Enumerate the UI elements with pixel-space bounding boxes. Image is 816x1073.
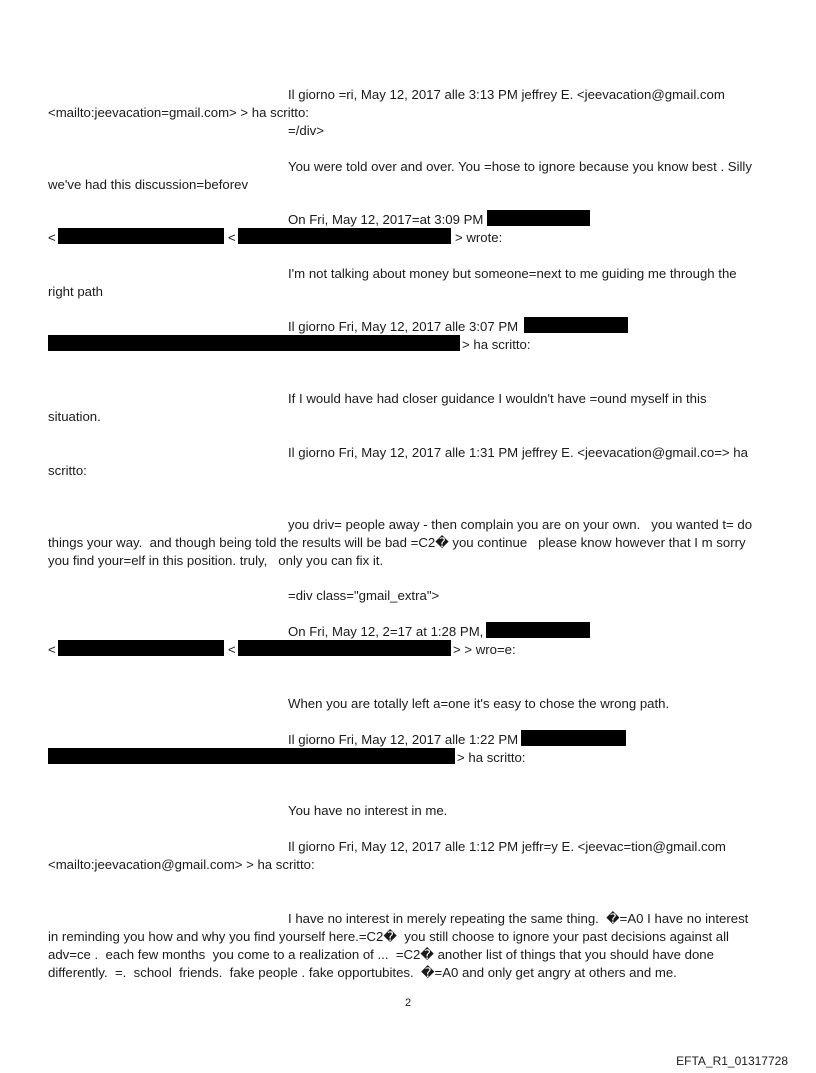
- email-header-line: > ha scritto:: [462, 337, 531, 352]
- body-line: right path: [48, 284, 103, 299]
- email-header-line: <mailto:jeevacation=gmail.com> > ha scritto:: [48, 105, 309, 120]
- redaction-box: [238, 640, 451, 656]
- email-header-line: Il giorno Fri, May 12, 2017 alle 1:31 PM jeffrey E. <jeevacation@gmail.co=> ha: [288, 445, 748, 460]
- redaction-box: [48, 335, 460, 351]
- body-line: You were told over and over. You =hose to ignore because you know best . Silly: [288, 159, 752, 174]
- email-header-line: <: [228, 230, 236, 245]
- body-line: we've had this discussion=beforev: [48, 177, 249, 192]
- redaction-box: [58, 228, 224, 244]
- redaction-box: [58, 640, 224, 656]
- document-id: EFTA_R1_01317728: [676, 1054, 788, 1068]
- email-header-line: scritto:: [48, 463, 87, 478]
- body-line: you driv= people away - then complain you are on your own. you wanted t= do: [288, 517, 753, 532]
- email-header-line: > ha scritto:: [457, 750, 526, 765]
- email-header-line: Il giorno =ri, May 12, 2017 alle 3:13 PM jeffrey E. <jeevacation@gmail.com: [288, 87, 725, 102]
- body-line: =div class="gmail_extra">: [288, 588, 440, 603]
- body-line: I'm not talking about money but someone=next to me guiding me through the: [288, 266, 737, 281]
- body-line: adv=ce . each few months you come to a realization of ... =C2� another list of things that you should have done: [48, 947, 714, 962]
- email-header-line: <: [48, 642, 56, 657]
- body-line: you find your=elf in this position. truly, only you can fix it.: [48, 553, 384, 568]
- body-line: You have no interest in me.: [288, 803, 448, 818]
- email-header-line: Il giorno Fri, May 12, 2017 alle 1:22 PM: [288, 732, 519, 747]
- redaction-box: [238, 228, 451, 244]
- email-header-line: On Fri, May 12, 2=17 at 1:28 PM,: [288, 624, 484, 639]
- email-header-line: <: [228, 642, 236, 657]
- email-header-line: Il giorno Fri, May 12, 2017 alle 3:07 PM: [288, 319, 519, 334]
- body-line: I have no interest in merely repeating the same thing. �=A0 I have no interest: [288, 911, 749, 926]
- body-line: If I would have had closer guidance I wouldn't have =ound myself in this: [288, 391, 707, 406]
- body-line: When you are totally left a=one it's easy to chose the wrong path.: [288, 696, 670, 711]
- body-line: situation.: [48, 409, 101, 424]
- email-header-line: <mailto:jeevacation@gmail.com> > ha scritto:: [48, 857, 315, 872]
- email-header-line: > > wro=e:: [453, 642, 516, 657]
- body-line: in reminding you how and why you find yourself here.=C2� you still choose to ignore your past decisions against all: [48, 929, 729, 944]
- email-header-line: <: [48, 230, 56, 245]
- redaction-box: [486, 622, 590, 638]
- redaction-box: [48, 748, 455, 764]
- redaction-box: [487, 210, 590, 226]
- body-line: differently. =. school friends. fake people . fake opportubites. �=A0 and only get angry at others and me.: [48, 965, 677, 980]
- email-header-line: Il giorno Fri, May 12, 2017 alle 1:12 PM jeffr=y E. <jeevac=tion@gmail.com: [288, 839, 726, 854]
- page-number: 2: [404, 997, 412, 1009]
- body-line: =/div>: [288, 123, 324, 138]
- email-header-line: > wrote:: [455, 230, 503, 245]
- email-header-line: On Fri, May 12, 2017=at 3:09 PM: [288, 212, 484, 227]
- redaction-box: [521, 730, 626, 746]
- redaction-box: [524, 317, 628, 333]
- body-line: things your way. and though being told the results will be bad =C2� you continue please know however that I m sorry: [48, 535, 746, 550]
